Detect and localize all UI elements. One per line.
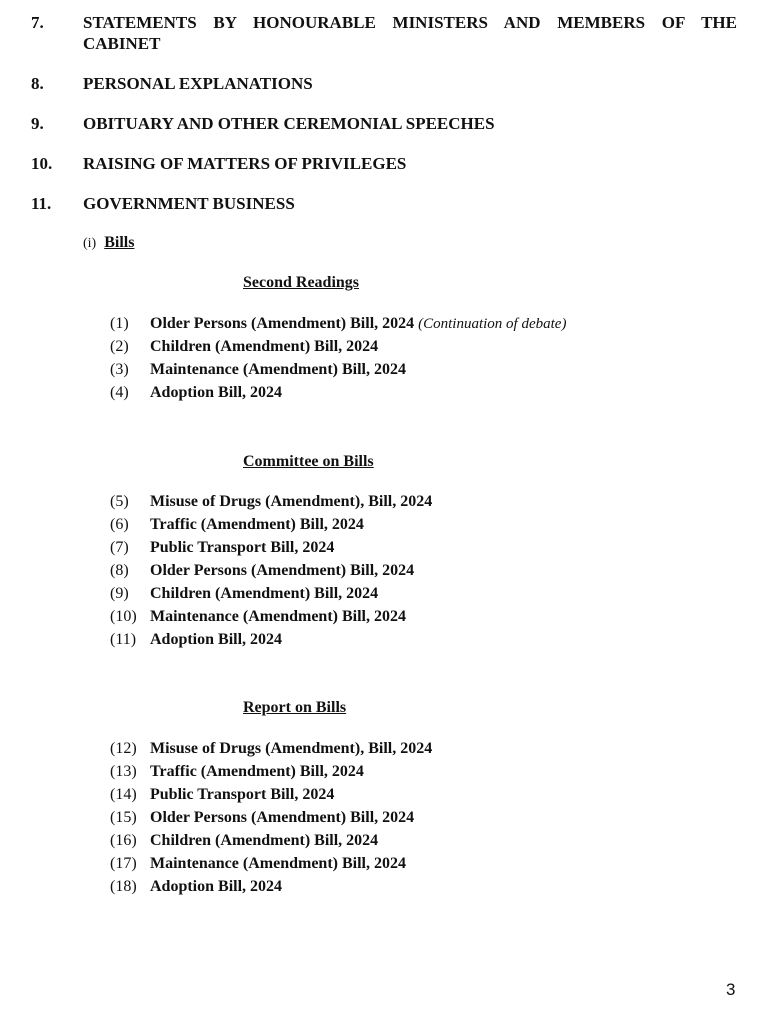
bill-name: Public Transport Bill, 2024 (150, 539, 335, 556)
order-item-number: 7. (31, 13, 44, 32)
bill-note: (Continuation of debate) (418, 316, 567, 332)
order-item-10 (31, 153, 737, 174)
bill-number: (1) (110, 315, 129, 332)
bill-name: Adoption Bill, 2024 (150, 384, 283, 401)
bill-name: Public Transport Bill, 2024 (150, 786, 335, 803)
page-number: 3 (726, 980, 736, 999)
bill-number: (8) (110, 562, 129, 579)
bill-name: Children (Amendment) Bill, 2024 (150, 585, 379, 602)
order-item-title: GOVERNMENT BUSINESS (83, 194, 295, 213)
bill-name: Maintenance (Amendment) Bill, 2024 (150, 608, 406, 625)
bill-number: (6) (110, 516, 129, 533)
order-item-title: PERSONAL EXPLANATIONS (83, 74, 313, 93)
bill-number: (18) (110, 878, 137, 895)
order-item-number: 11. (31, 194, 52, 213)
order-item-11 (31, 193, 737, 214)
order-item-title-continued: CABINET (83, 34, 161, 53)
bill-number: (3) (110, 361, 129, 378)
bill-name: Adoption Bill, 2024 (150, 631, 283, 648)
bill-number: (12) (110, 740, 137, 757)
order-item-title: RAISING OF MATTERS OF PRIVILEGES (83, 154, 407, 173)
section-title-committee-on-bills: Committee on Bills (243, 453, 374, 470)
order-item-title: OBITUARY AND OTHER CEREMONIAL SPEECHES (83, 114, 495, 133)
bill-name: Misuse of Drugs (Amendment), Bill, 2024 (150, 740, 433, 757)
bill-number: (10) (110, 608, 137, 625)
bill-name: Children (Amendment) Bill, 2024 (150, 338, 379, 355)
order-item-number: 8. (31, 74, 44, 93)
section-title-report-on-bills: Report on Bills (243, 699, 347, 716)
bill-number: (15) (110, 809, 137, 826)
bill-name: Children (Amendment) Bill, 2024 (150, 832, 379, 849)
bill-number: (17) (110, 855, 137, 872)
bill-name: Maintenance (Amendment) Bill, 2024 (150, 855, 406, 872)
bill-number: (16) (110, 832, 137, 849)
sub-item-label: Bills (104, 234, 135, 251)
bill-number: (5) (110, 493, 129, 510)
section-title-second-readings: Second Readings (243, 274, 360, 291)
bill-number: (11) (110, 631, 137, 648)
bill-number: (2) (110, 338, 129, 355)
order-item-number: 9. (31, 114, 44, 133)
bill-name: Traffic (Amendment) Bill, 2024 (150, 763, 364, 780)
bill-number: (14) (110, 786, 137, 803)
bill-number: (13) (110, 763, 137, 780)
order-item-9 (31, 113, 737, 134)
sub-item-bills (83, 233, 134, 254)
bill-name: Traffic (Amendment) Bill, 2024 (150, 516, 364, 533)
bill-name: Older Persons (Amendment) Bill, 2024 (150, 809, 415, 826)
bill-name: Misuse of Drugs (Amendment), Bill, 2024 (150, 493, 433, 510)
order-item-8 (31, 73, 737, 94)
bill-name: Older Persons (Amendment) Bill, 2024 (150, 315, 415, 332)
bill-name: Older Persons (Amendment) Bill, 2024 (150, 562, 415, 579)
bill-name: Maintenance (Amendment) Bill, 2024 (150, 361, 406, 378)
order-item-7 (31, 12, 737, 54)
sub-item-number: (i) (83, 236, 97, 251)
order-item-number: 10. (31, 154, 53, 173)
order-item-title: STATEMENTS BY HONOURABLE MINISTERS AND MEMBERS OF THE (83, 13, 737, 32)
bill-number: (4) (110, 384, 129, 401)
bill-number: (9) (110, 585, 129, 602)
bill-number: (7) (110, 539, 129, 556)
bill-name: Adoption Bill, 2024 (150, 878, 283, 895)
